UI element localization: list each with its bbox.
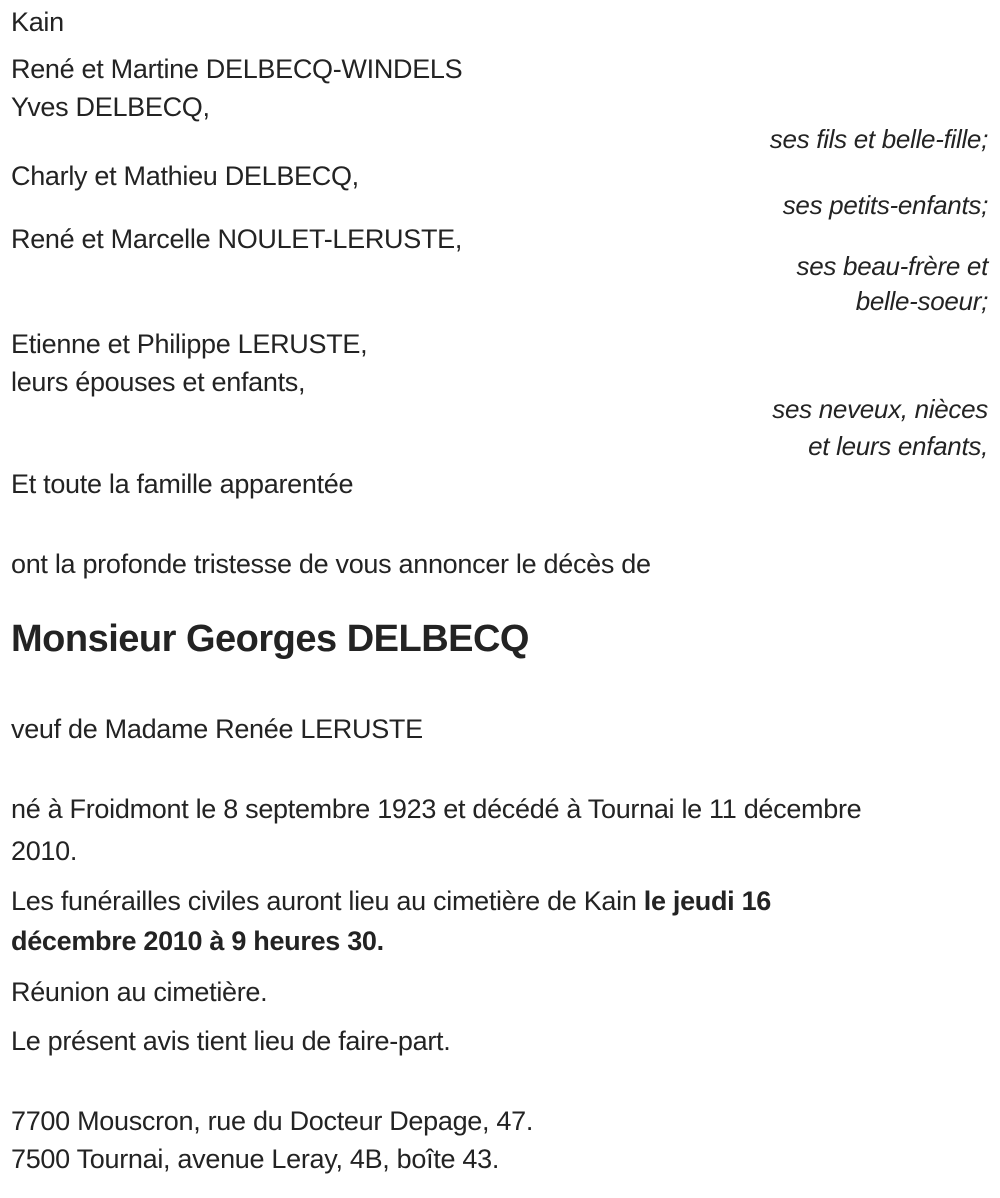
family-closing-line: Et toute la famille apparentée xyxy=(11,469,354,499)
relation-line: ses fils et belle-fille; xyxy=(769,124,988,154)
family-name-line: Charly et Mathieu DELBECQ, xyxy=(11,161,359,191)
family-name-line: René et Marcelle NOULET-LERUSTE, xyxy=(11,224,463,254)
notice-line: Le présent avis tient lieu de faire-part. xyxy=(11,1026,451,1056)
address-line: 7500 Tournai, avenue Leray, 4B, boîte 43. xyxy=(11,1144,500,1174)
meeting-line: Réunion au cimetière. xyxy=(11,977,268,1007)
family-name-line: leurs épouses et enfants, xyxy=(11,367,306,397)
funeral-date-bold-line: décembre 2010 à 9 heures 30. xyxy=(11,926,384,956)
funeral-date-bold: le jeudi 16 xyxy=(643,886,772,916)
relation-line: et leurs enfants, xyxy=(808,431,988,461)
deceased-name-title: Monsieur Georges DELBECQ xyxy=(11,618,529,660)
family-name-line: René et Martine DELBECQ-WINDELS xyxy=(11,54,463,84)
widower-line: veuf de Madame Renée LERUSTE xyxy=(11,714,423,744)
life-dates-line: né à Froidmont le 8 septembre 1923 et décédé à Tournai le 11 décembre xyxy=(11,794,862,824)
funeral-line xyxy=(11,885,771,917)
announcement-intro-line: ont la profonde tristesse de vous annoncer le décès de xyxy=(11,549,651,579)
life-dates-line: 2010. xyxy=(11,836,78,866)
address-line: 7700 Mouscron, rue du Docteur Depage, 47. xyxy=(11,1106,534,1136)
family-name-line: Yves DELBECQ, xyxy=(11,92,210,122)
family-name-line: Etienne et Philippe LERUSTE, xyxy=(11,329,368,359)
relation-line: ses neveux, nièces xyxy=(772,394,988,424)
relation-line: ses beau-frère et xyxy=(796,251,988,281)
place-line: Kain xyxy=(11,7,64,37)
funeral-text: Les funérailles civiles auront lieu au cimetière de Kain xyxy=(11,886,644,916)
relation-line: ses petits-enfants; xyxy=(782,190,988,220)
relation-line: belle-soeur; xyxy=(855,286,988,316)
